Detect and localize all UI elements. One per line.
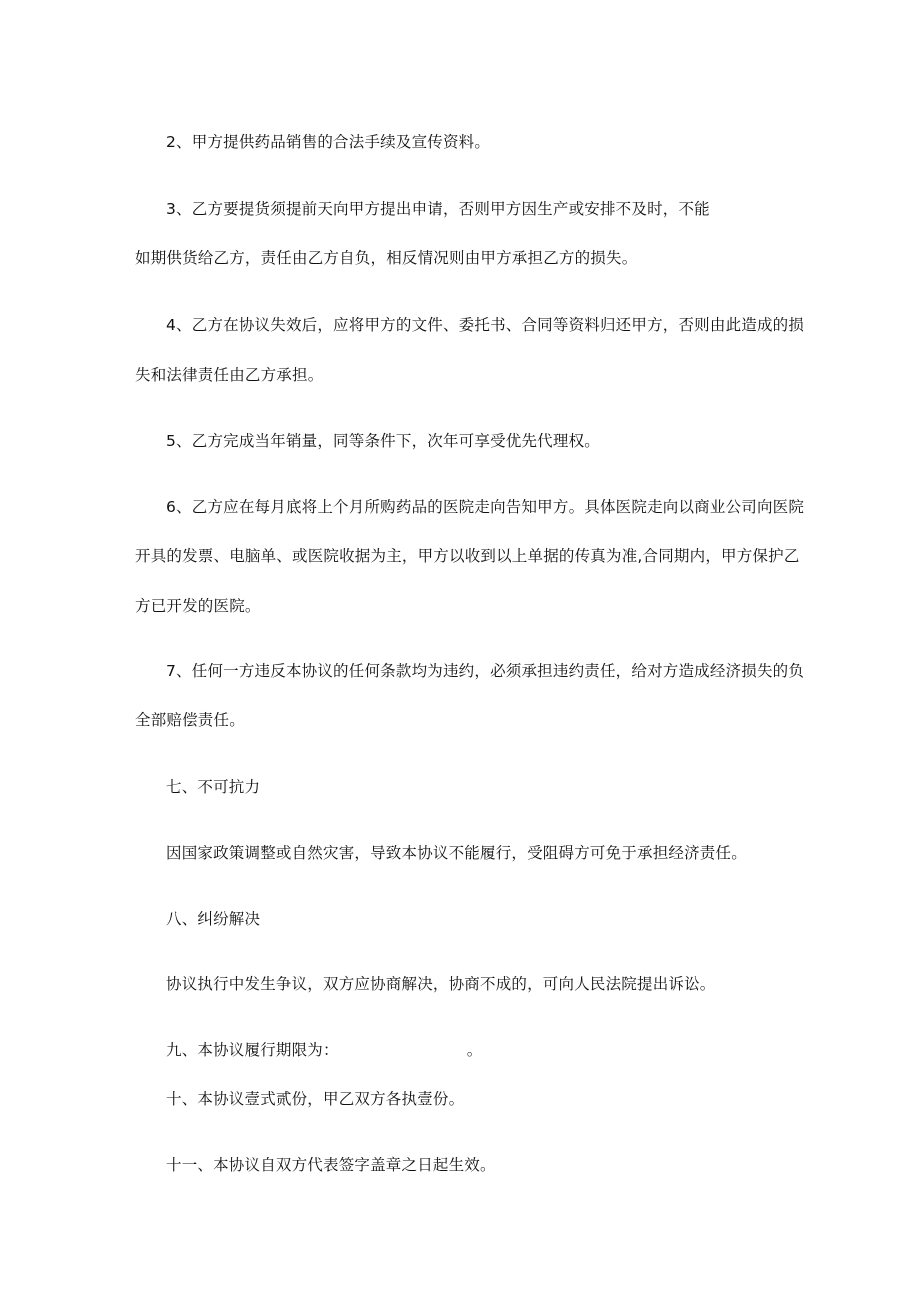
- clause-5: 5、乙方完成当年销量，同等条件下，次年可享受优先代理权。: [166, 432, 600, 450]
- clause-6-line-2: 开具的发票、电脑单、或医院收据为主，甲方以收到以上单据的传真为准,合同期内，甲方保护乙: [135, 547, 800, 565]
- section-8-title: 八、纠纷解决: [166, 910, 261, 928]
- clause-4-line-1: 4、乙方在协议失效后，应将甲方的文件、委托书、合同等资料归还甲方，否则由此造成的损: [166, 316, 805, 334]
- section-9-label: 九、本协议履行期限为：: [166, 1041, 339, 1059]
- section-9-end-mark: 。: [466, 1041, 483, 1059]
- clause-6-line-1: 6、乙方应在每月底将上个月所购药品的医院走向告知甲方。具体医院走向以商业公司向医院: [166, 498, 805, 516]
- section-7-body: 因国家政策调整或自然灾害，导致本协议不能履行，受阻碍方可免于承担经济责任。: [166, 844, 747, 862]
- clause-6-line-3: 方已开发的医院。: [135, 597, 261, 615]
- section-9-term: [166, 1040, 482, 1060]
- clause-3-line-2: 如期供货给乙方，责任由乙方自负，相反情况则由甲方承担乙方的损失。: [135, 249, 638, 267]
- section-7-title: 七、不可抗力: [166, 778, 261, 796]
- section-11: 十一、本协议自双方代表签字盖章之日起生效。: [166, 1156, 496, 1174]
- clause-2: 2、甲方提供药品销售的合法手续及宣传资料。: [166, 133, 491, 151]
- section-10: 十、本协议壹式贰份，甲乙双方各执壹份。: [166, 1090, 465, 1108]
- clause-3-line-1: 3、乙方要提货须提前天向甲方提出申请，否则甲方因生产或安排不及时，不能: [166, 200, 710, 218]
- section-8-body: 协议执行中发生争议，双方应协商解决，协商不成的，可向人民法院提出诉讼。: [166, 975, 716, 993]
- clause-4-line-2: 失和法律责任由乙方承担。: [135, 366, 324, 384]
- clause-7-line-1: 7、任何一方违反本协议的任何条款均为违约，必须承担违约责任，给对方造成经济损失的负: [166, 662, 805, 680]
- clause-7-line-2: 全部赔偿责任。: [135, 711, 245, 729]
